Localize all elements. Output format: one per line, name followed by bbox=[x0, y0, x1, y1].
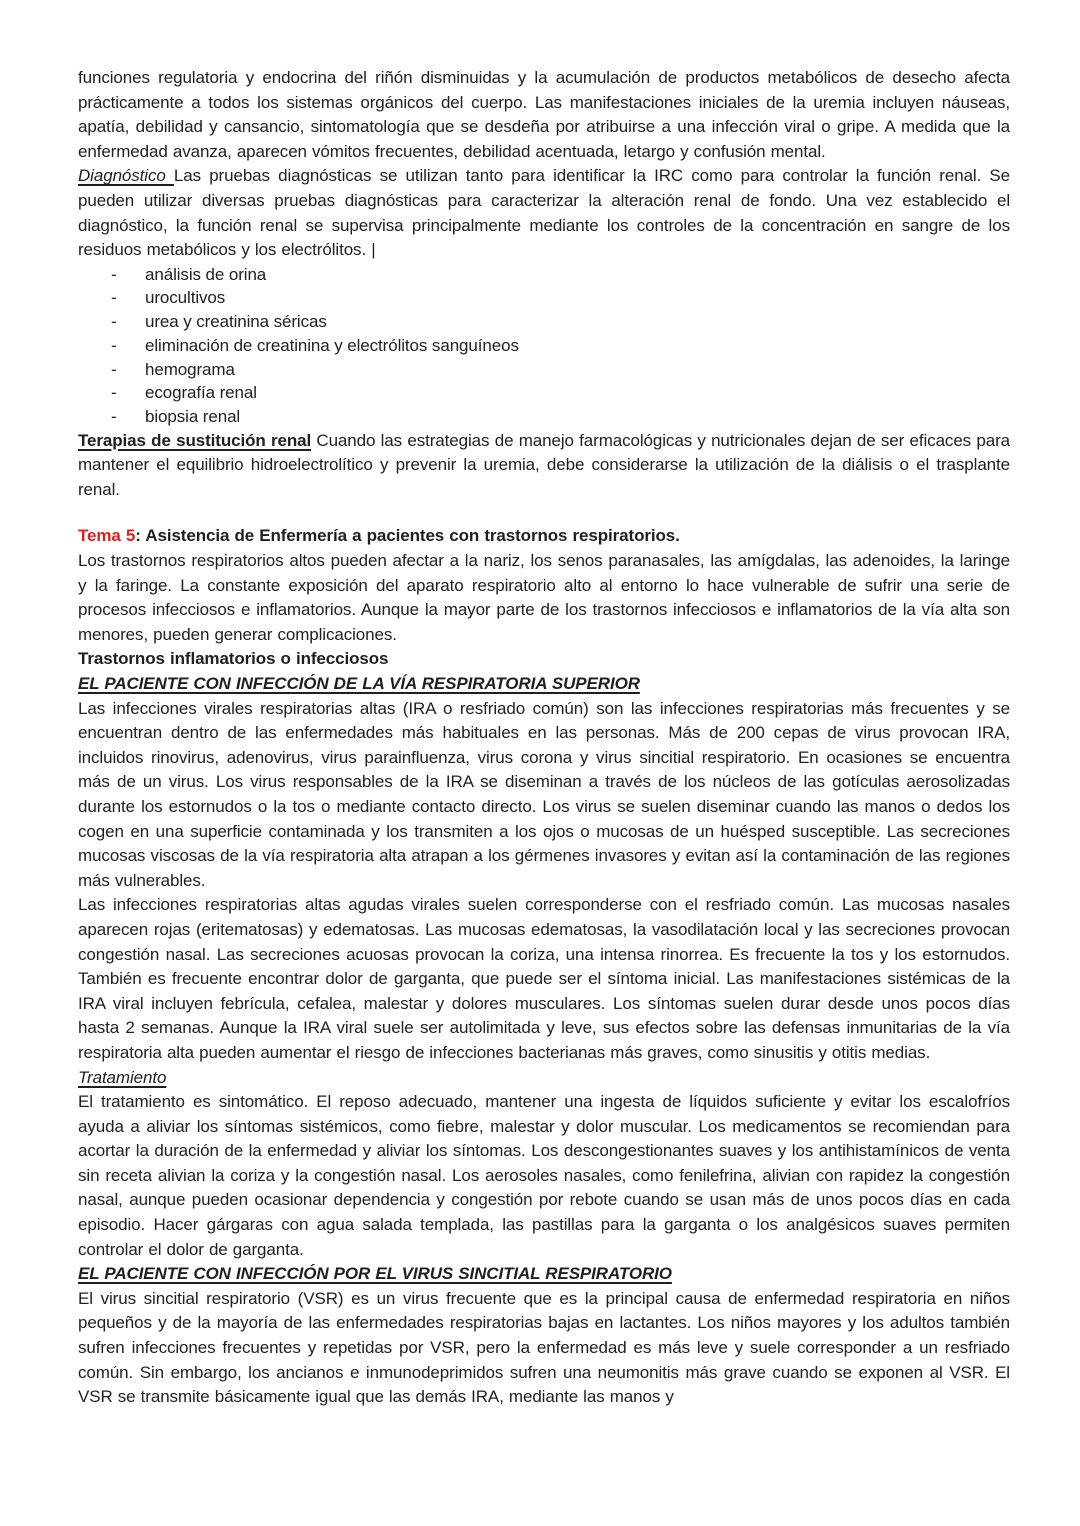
list-item: - urocultivos bbox=[78, 286, 1010, 310]
text-run: El tratamiento es sintomático. El reposo adecuado, mantener una ingesta de líquidos suficiente y evitar los escalofríos ayuda a aliviar los síntomas sistémicos, como fiebre, malestar y dolor muscular. Los medicamentos se recomiendan para acortar la duración de la enfermedad y aliviar los síntomas. Los descongestionantes suaves y los antihistamínicos de venta sin receta alivian la coriza y la congestión nasal. Los aerosoles nasales, como fenilefrina, alivian con rapidez la congestión nasal, aunque pueden ocasionar dependencia y congestión por rebote cuando se usan más de unos pocos días en cada episodio. Hacer gárgaras con agua salada templada, las pastillas para la garganta o los analgésicos suaves permiten controlar el dolor de garganta. bbox=[78, 1092, 1016, 1259]
text-run: Terapias de sustitución renal bbox=[78, 430, 312, 450]
list-item: - análisis de orina bbox=[78, 263, 1010, 287]
text-run: EL PACIENTE CON INFECCIÓN DE LA VÍA RESPIRATORIA SUPERIOR bbox=[78, 674, 640, 694]
text-run: Las infecciones virales respiratorias altas (IRA o resfriado común) son las infecciones respiratorias más frecuentes y se encuentran dentro de las enfermedades más habituales en las personas. Más de 200 cepas de virus provocan IRA, incluidos rinovirus, adenovirus, virus parainfluenza, virus corona y virus sincitial respiratorio. En ocasiones se encuentra más de un virus. Los virus responsables de la IRA se diseminan a través de los núcleos de las gotículas aerosolizadas durante los estornudos o la tos o mediante contacto directo. Los virus se suelen diseminar cuando las manos o dedos los cogen en una superficie contaminada y los transmiten a los ojos o mucosas de un huésped susceptible. Las secreciones mucosas viscosas de la vía respiratoria alta atrapan a los gérmenes invasores y evitan así la contaminación de las regiones más vulnerables. bbox=[78, 698, 1016, 890]
terapias-sustitucion-paragraph bbox=[78, 429, 1016, 503]
text-run: EL PACIENTE CON INFECCIÓN POR EL VIRUS SINCITIAL RESPIRATORIO bbox=[78, 1264, 672, 1284]
vsr-paragraph bbox=[78, 1287, 1016, 1410]
text-run: Diagnóstico bbox=[78, 166, 174, 186]
text-run: Las infecciones respiratorias altas agudas virales suelen corresponderse con el resfriado común. Las mucosas nasales aparecen rojas (eritematosas) y edematosas. Las mucosas edematosas, la vasodilatación local y las secreciones provocan congestión nasal. Las secreciones acuosas provocan la coriza, una intensa rinorrea. Es frecuente la tos y los estornudos. También es frecuente encontrar dolor de garganta, que puede ser el síntoma inicial. Las manifestaciones sistémicas de la IRA viral incluyen febrícula, cefalea, malestar y dolores musculares. Los síntomas suelen durar desde unos pocos días hasta 2 semanas. Aunque la IRA viral suele ser autolimitada y leve, sus efectos sobre las defensas inmunitarias de la vía respiratoria alta pueden aumentar el riesgo de infecciones bacterianas más graves, como sinusitis y otitis medias. bbox=[78, 895, 1016, 1062]
list-item: - ecografía renal bbox=[78, 381, 1010, 405]
text-run: : Asistencia de Enfermería a pacientes con trastornos respiratorios. bbox=[135, 526, 680, 546]
resfriado-paragraph bbox=[78, 893, 1016, 1065]
respiratory-intro-paragraph bbox=[78, 549, 1016, 647]
uremia-paragraph bbox=[78, 66, 1016, 164]
blank-line bbox=[78, 502, 1010, 524]
ira-paragraph bbox=[78, 697, 1016, 894]
list-item: - biopsia renal bbox=[78, 405, 1010, 429]
list-item: - eliminación de creatinina y electrólitos sanguíneos bbox=[78, 334, 1010, 358]
text-run: Tema 5 bbox=[78, 526, 136, 546]
text-run: Tratamiento bbox=[78, 1067, 167, 1087]
text-run: Cuando las estrategias de manejo farmacológicas y nutricionales dejan de ser eficaces para mantener el equilibrio hidroelectrolítico y prevenir la uremia, debe considerarse la utilización de la diálisis o el trasplante renal. bbox=[78, 430, 1016, 499]
tema5-heading bbox=[78, 524, 1010, 549]
trastornos-inflamatorios-subheading bbox=[78, 647, 1010, 672]
tratamiento-paragraph bbox=[78, 1090, 1016, 1262]
list-item: - hemograma bbox=[78, 358, 1010, 382]
text-run: Los trastornos respiratorios altos pueden afectar a la nariz, los senos paranasales, las amígdalas, las adenoides, la laringe y la faringe. La constante exposición del aparato respiratorio alto al entorno lo hace vulnerable de sufrir una serie de procesos infecciosos e inflamatorios. Aunque la mayor parte de los trastornos infecciosos e inflamatorios de la vía alta son menores, pueden generar complicaciones. bbox=[78, 551, 1016, 644]
ira-heading bbox=[78, 672, 1010, 697]
text-run: Las pruebas diagnósticas se utilizan tanto para identificar la IRC como para controlar la función renal. Se pueden utilizar diversas pruebas diagnósticas para caracterizar la alteración renal de fondo. Una vez establecido el diagnóstico, la función renal se supervisa principalmente mediante los controles de la concentración en sangre de los residuos metabólicos y los electrólitos. | bbox=[78, 166, 1016, 260]
vsr-heading bbox=[78, 1262, 1010, 1287]
text-run: funciones regulatoria y endocrina del riñón disminuidas y la acumulación de productos metabólicos de desecho afecta prácticamente a todos los sistemas orgánicos del cuerpo. Las manifestaciones iniciales de la uremia incluyen náuseas, apatía, debilidad y cansancio, sintomatología que se desdeña por atribuirse a una infección viral o gripe. A medida que la enfermedad avanza, aparecen vómitos frecuentes, debilidad acentuada, letargo y confusión mental. bbox=[78, 68, 1016, 161]
diagnostico-paragraph bbox=[78, 164, 1016, 262]
list-item: - urea y creatinina séricas bbox=[78, 310, 1010, 334]
tratamiento-heading bbox=[78, 1066, 1010, 1091]
text-run: Trastornos inflamatorios o infecciosos bbox=[78, 649, 389, 669]
text-run: El virus sincitial respiratorio (VSR) es un virus frecuente que es la principal causa de enfermedad respiratoria en niños pequeños y de la mayoría de las enfermedades respiratorias bajas en lactantes. Los niños mayores y los adultos también sufren infecciones frecuentes y repetidas por VSR, pero la enfermedad es más leve y suele corresponder a un resfriado común. Sin embargo, los ancianos e inmunodeprimidos sufren una neumonitis más grave cuando se exponen al VSR. El VSR se transmite básicamente igual que las demás IRA, mediante las manos y bbox=[78, 1288, 1016, 1407]
diagnostic-tests-list bbox=[78, 263, 1010, 429]
